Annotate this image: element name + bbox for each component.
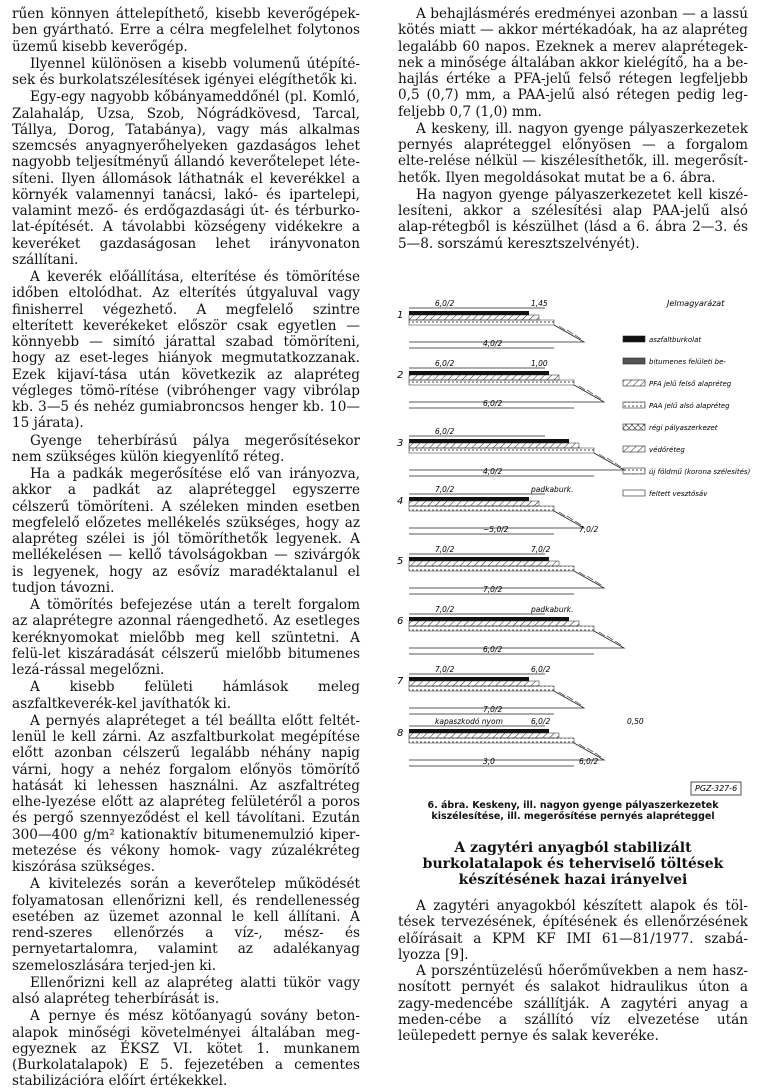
pfa-layer xyxy=(409,681,539,686)
section-number: 6 xyxy=(397,616,404,627)
paa-layer xyxy=(409,320,554,325)
paragraph: A pernye és mész kötőanyagú sovány beton-alapok minőségi követelményei általában meg-egyeznek az ÉKSZ VI. kötet 1. munkanem (Burkolatalapok) E 5. fejezetében a cementes stabilizációra előírt értékekkel. xyxy=(12,1008,360,1090)
paa-layer xyxy=(409,738,574,743)
dimension-label: 6,0/2 xyxy=(435,427,455,436)
dimension-label: padkaburk. xyxy=(531,605,574,614)
cross-section-4 xyxy=(397,485,598,534)
paragraph: A pernyés alapréteget a tél beállta előtt feltét-lenül le kell zárni. Az aszfaltburkolat megépítése előtt azonban célszerű legalább néhány napig várni, hogy a nehéz forgalom előnyös tömörítő hatását ki lehessen használni. Az aszfaltréteg elhe-lyezése előtt az alapréteg felületéről a poros és pergő szennyeződést el kell távolítani. Ezután 300—400 g/m² kationaktív bitumenemulzió kiper-metezése és vékony homok- vagy zúzalékréteg kiszórása szükséges. xyxy=(12,712,360,875)
paragraph: Ilyennel különösen a kisebb volumenű útépíté-sek és burkolatszélesítések igényei elégíthetők ki. xyxy=(12,55,360,88)
section-heading: A zagytéri anyagból stabilizált burkolatalapok és teherviselő töltések készítésének hazai irányelvei xyxy=(422,840,724,888)
paa-layer xyxy=(409,686,554,691)
slope-hatch xyxy=(559,326,581,339)
section-number: 3 xyxy=(397,438,404,449)
slope-hatch xyxy=(559,512,581,525)
asphalt-layer xyxy=(409,439,569,443)
cross-sections xyxy=(397,299,644,766)
paragraph: Ha a padkák megerősítése elő van irányozva, akkor a padkát az alapréteggel egyszerre célszerű tömöríteni. A széleken minden esetben megfelelő előzetes mellékelés szükséges, hogy az alapréteg szélei is jól tömöríthetők legyenek. A mellékelésen — kellő távolságokban — szivárgók is legyenek, hogy az esővíz maradéktalanul el tudjon távozni. xyxy=(12,466,360,596)
embankment-slope xyxy=(409,743,604,760)
dimension-label: 6,0/2 xyxy=(483,399,503,408)
cross-section-6 xyxy=(397,605,624,654)
dimension-label: 7,0/2 xyxy=(435,665,455,674)
section-number: 1 xyxy=(397,310,404,321)
dimension-label: 6,0/2 xyxy=(531,665,551,674)
dimension-label: 6,0/2 xyxy=(579,757,599,766)
dimension-label: 6,0/2 xyxy=(483,645,503,654)
dimension-label: 7,0/2 xyxy=(579,525,599,534)
paa-layer xyxy=(409,380,574,385)
legend-swatch xyxy=(623,468,645,474)
cross-section-5 xyxy=(397,545,604,594)
cross-section-8 xyxy=(397,717,644,766)
dimension-label: 6,0/2 xyxy=(435,299,455,308)
dimension-label: 6,0/2 xyxy=(435,359,455,368)
dimension-label: 0,50 xyxy=(627,717,644,726)
section-number: 2 xyxy=(397,370,404,381)
dimension-label: 6,0/2 xyxy=(531,717,551,726)
legend-label: PAA jelű alsó alapréteg xyxy=(649,402,730,410)
paragraph: A kivitelezés során a keverőtelep működését folyamatosan ellenőrizni kell, és rendellenesség esetében az üzemet azonnal le kell állítani. A rend-szeres ellenőrzés a víz-, mész- és pernyetartalomra, valamint az adalékanyag szemeloszlására terjed-jen ki. xyxy=(12,876,360,974)
legend-label: aszfaltburkolat xyxy=(649,336,702,344)
legend-swatch xyxy=(623,358,645,364)
slope-hatch xyxy=(579,386,601,399)
dimension-label: 7,0/2 xyxy=(483,585,503,594)
pfa-layer xyxy=(409,561,559,566)
slope-hatch xyxy=(599,632,621,645)
right-column-top xyxy=(398,6,748,253)
paa-layer xyxy=(409,626,594,631)
paa-layer xyxy=(409,566,574,571)
legend xyxy=(623,299,751,498)
dimension-label: 7,0/2 xyxy=(531,545,551,554)
section-number: 7 xyxy=(397,676,404,687)
paragraph: A porszéntüzelésű hőerőművekben a nem hasz-nosított pernyét és salakot hidraulikus úton a zagy-medencébe szállítják. A zagytéri anyag a meden-cébe a szállító víz elvezetése után leülepedett pernye és salak keveréke. xyxy=(398,963,748,1045)
dimension-label: 1,00 xyxy=(531,359,548,368)
paragraph: A tömörítés befejezése után a terelt forgalom az alaprétegre azonnal ráengedhető. Az esetleges keréknyomokat mielőbb meg kell szüntetni. A felü-let kiszáradását célszerű mielőbb bitumenes lezá-rással megelőzni. xyxy=(12,597,360,678)
section-number: 8 xyxy=(397,728,404,739)
slope-hatch xyxy=(579,744,601,757)
paragraph: A keverék előállítása, elterítése és tömörítése időben eltolódhat. Az elterítés útgyaluval vagy finisherrel végezhető. A megfelelő szintre elterített keverékeket először csak egyetlen — könnyebb — simító járattal szabad tömöríteni, hogy az eset-leges hiányok megmutatkozzanak. Ezek kijaví-tása után következik az alapréteg végleges tömö-rítése (vibróhenger vagy vibrólap kb. 3—5 és nehéz gumiabroncsos henger kb. 10—15 járata). xyxy=(12,269,360,432)
pfa-layer xyxy=(409,315,539,320)
dimension-label: 7,0/2 xyxy=(483,705,503,714)
paragraph: A kisebb felületi hámlások meleg aszfaltkeverék-kel javíthatók ki. xyxy=(12,679,360,712)
right-column-bottom xyxy=(398,898,748,1045)
legend-label: feltett vesztősáv xyxy=(649,490,708,498)
asphalt-layer xyxy=(409,311,529,315)
legend-title: Jelmagyarázat xyxy=(667,299,725,308)
paragraph: Ellenőrizni kell az alapréteg alatti tükör vagy alsó alapréteg teherbírását is. xyxy=(12,974,360,1007)
dimension-label: padkaburk. xyxy=(531,485,574,494)
paragraph: A behajlásmérés eredményei azonban — a lassú kötés miatt — akkor mértékadóak, ha az alapréteg legalább 60 napos. Ezeknek a merev alaprétegek-nek a minősége általában akkor kielégítő, ha a be-hajlás értéke a PFA-jelű felső rétegen legfeljebb 0,5 (0,7) mm, a PAA-jelű alsó rétegen pedig leg-feljebb 0,7 (1,0) mm. xyxy=(398,6,748,120)
pfa-layer xyxy=(409,621,579,626)
legend-swatch xyxy=(623,336,645,342)
dimension-label: 1,45 xyxy=(531,299,548,308)
dimension-label: 4,0/2 xyxy=(483,339,503,348)
asphalt-layer xyxy=(409,729,549,733)
slope-hatch xyxy=(599,454,621,467)
pfa-layer xyxy=(409,501,539,506)
dimension-label: ~5,0/2 xyxy=(483,525,509,534)
asphalt-layer xyxy=(409,371,549,375)
paragraph: rűen könnyen áttelepíthető, kisebb keverőgépek-ben gyártható. Erre a célra megfelelhet folytonos üzemű kisebb keverőgép. xyxy=(12,6,360,55)
legend-swatch xyxy=(623,402,645,408)
pfa-layer xyxy=(409,443,579,448)
cross-section-2 xyxy=(397,359,604,408)
dimension-label: 7,0/2 xyxy=(435,545,455,554)
dimension-label: 3,0 xyxy=(483,757,495,766)
dimension-label: 7,0/2 xyxy=(435,605,455,614)
paragraph: Gyenge teherbírású pálya megerősítésekor nem szükséges külön kiegyenlítő réteg. xyxy=(12,432,360,465)
dimension-label: kapaszkodó nyom xyxy=(435,717,503,726)
paragraph: A keskeny, ill. nagyon gyenge pályaszerkezetek pernyés alapréteggel előnyösen — a forgalom elte-relése nélkül — kiszélesíthetők, ill. megerősít-hetők. Ilyen megoldásokat mutat be a 6. ábra. xyxy=(398,120,748,186)
dimension-label: 4,0/2 xyxy=(483,467,503,476)
asphalt-layer xyxy=(409,497,529,501)
section-number: 5 xyxy=(397,556,404,567)
legend-swatch xyxy=(623,424,645,430)
paa-layer xyxy=(409,506,554,511)
cross-section-1 xyxy=(397,299,584,348)
left-column xyxy=(12,6,360,1091)
legend-swatch xyxy=(623,490,645,496)
legend-label: új földmű (korona szélesítés) xyxy=(649,468,751,476)
paragraph: Ha nagyon gyenge pályaszerkezetet kell kiszé-lesíteni, akkor a szélesítési alap PAA-jelű alsó alap-rétegből is készülhet (lásd a 6. ábra 2—3. és 5—8. sorszámú keresztszelvényét). xyxy=(398,186,748,252)
paa-layer xyxy=(409,448,594,453)
legend-label: régi pályaszerkezet xyxy=(649,424,718,432)
legend-swatch xyxy=(623,380,645,386)
pfa-layer xyxy=(409,375,559,380)
paragraph: Egy-egy nagyobb kőbányameddőnél (pl. Komló, Zalahaláp, Uzsa, Szob, Nógrádkövesd, Tarcal, Tállya, Dorog, Tatabánya), vagy más alkalmas szemcsés anyagnyerőhelyeken gazdaságos lehet nagyobb teljesítményű állandó keverőtelepet léte-síteni. Ilyen állomások láthatnák el keverékkel a környék valamennyi tanácsi, lakó- és ipartelepi, valamint mező- és erdőgazdasági út- és térburko-lat-építését. A távolabbi községeny vidékekre a keveréket gazdaságosan lehet irányvonaton szállítani. xyxy=(12,89,360,268)
embankment-slope xyxy=(409,385,604,402)
embankment-slope xyxy=(409,453,624,470)
figure-code: PGZ-327-6 xyxy=(695,784,738,793)
asphalt-layer xyxy=(409,677,529,681)
slope-hatch xyxy=(579,572,601,585)
slope-hatch xyxy=(559,692,581,705)
dimension-label: 7,0/2 xyxy=(435,485,455,494)
asphalt-layer xyxy=(409,557,549,561)
legend-label: védőréteg xyxy=(649,446,685,454)
section-number: 4 xyxy=(397,496,404,507)
embankment-slope xyxy=(409,631,624,648)
figure-caption: 6. ábra. Keskeny, ill. nagyon gyenge pályaszerkezetek kiszélesítése, ill. megerősítése pernyés alapréteggel xyxy=(427,800,719,822)
pfa-layer xyxy=(409,733,559,738)
cross-section-7 xyxy=(397,665,584,714)
asphalt-layer xyxy=(409,617,569,621)
legend-label: PFA jelű felső alapréteg xyxy=(649,380,732,388)
embankment-slope xyxy=(409,571,604,588)
paragraph: A zagytéri anyagokból készített alapok és töl-tések tervezésének, építésének és ellenőrzésének előírásait a KPM KF IMI 61—81/1977. szabá-lyozza [9]. xyxy=(398,898,748,963)
cross-section-3 xyxy=(397,427,624,476)
figure-6 xyxy=(395,284,755,804)
legend-label: bitumenes felületi be- xyxy=(649,358,726,366)
legend-swatch xyxy=(623,446,645,452)
